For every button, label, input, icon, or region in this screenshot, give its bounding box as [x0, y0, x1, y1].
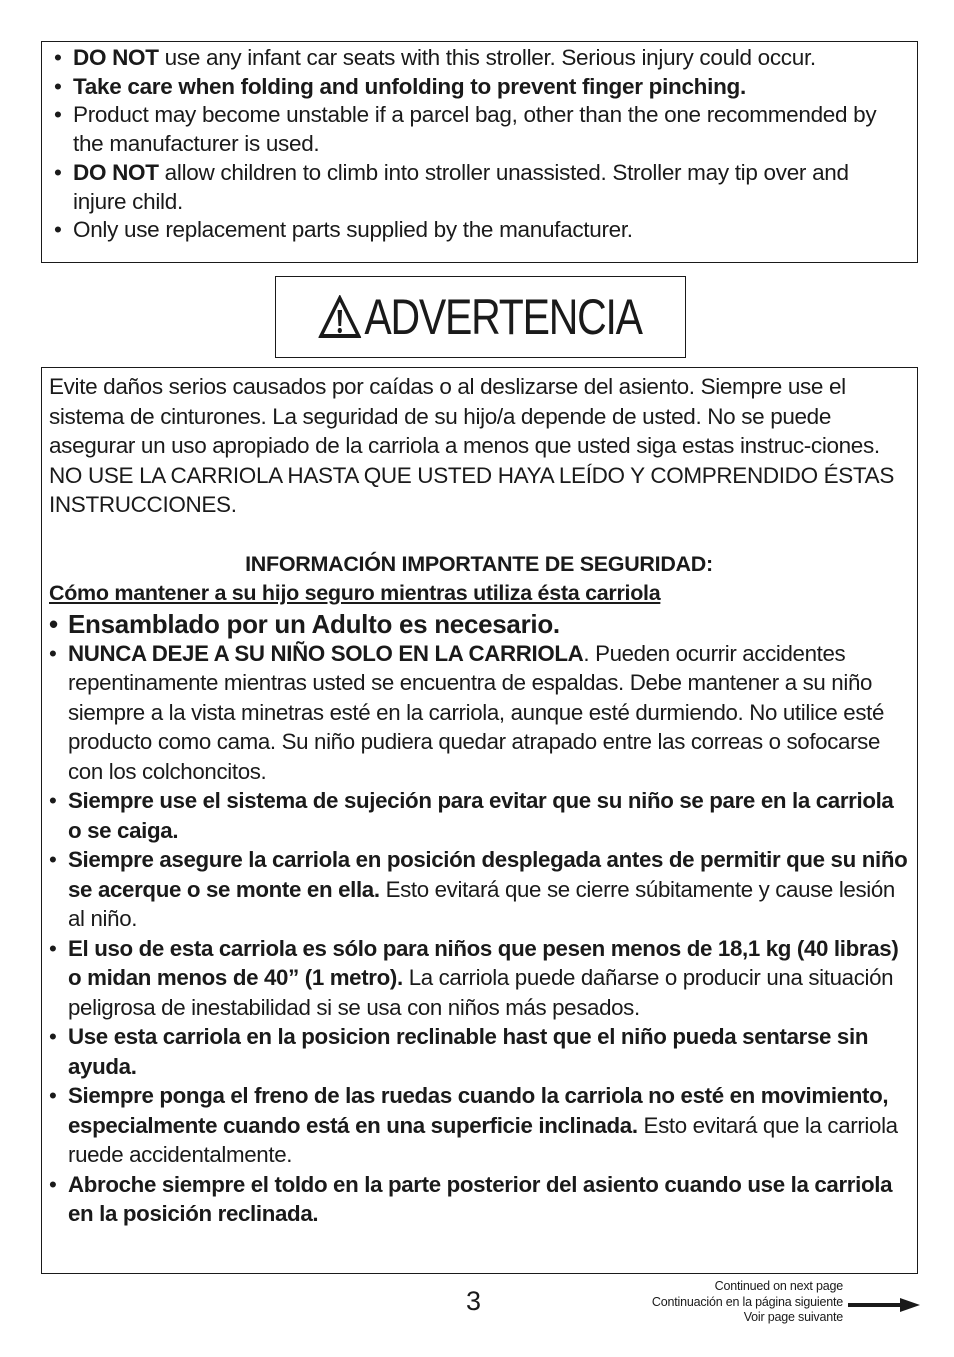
warning-item: • DO NOT use any infant car seats with this stroller. Serious injury could occur.: [54, 44, 907, 73]
warning-item: • Product may become unstable if a parcel bag, other than the one recommended by the manufacturer is used.: [54, 101, 907, 158]
page-number: 3: [466, 1286, 482, 1316]
safety-item: • Siempre asegure la carriola en posición desplegada antes de permitir que su niño se acerque o se monte en ella. Esto evitará que se cierre súbitamente y cause lesión al niño.: [49, 845, 909, 934]
info-subtitle: Cómo mantener a su hijo seguro mientras utiliza ésta carriola: [49, 581, 661, 605]
english-warnings-box: [41, 41, 918, 263]
continued-french: Voir page suivante: [743, 1310, 843, 1324]
safety-item: • Ensamblado por un Adulto es necesario.: [49, 609, 909, 639]
intro-paragraph: Evite daños serios causados por caídas o al deslizarse del asiento. Siempre use el sistema de cinturones. La seguridad de su hijo/a depende de usted. No se puede asegurar un uso apropiado de la carriola a menos que usted siga estas instruc-ciones. NO USE LA CARRIOLA HASTA QUE USTED HAYA LEÍDO Y COMPRENDIDO ÉSTAS INSTRUCCIONES.: [49, 374, 894, 517]
info-title: INFORMACIÓN IMPORTANTE DE SEGURIDAD:: [245, 551, 713, 576]
advertencia-heading-box: [275, 276, 686, 358]
safety-item: • Siempre ponga el freno de las ruedas cuando la carriola no esté en movimiento, especialmente cuando está en una superficie inclinada. Esto evitará que la carriola ruede accidentalmente.: [49, 1081, 909, 1170]
warning-triangle-icon: [319, 295, 362, 339]
warning-item: • Take care when folding and unfolding to prevent finger pinching.: [54, 73, 907, 102]
continued-english: Continued on next page: [714, 1279, 843, 1293]
heading-title: ADVERTENCIA: [364, 289, 643, 345]
spanish-warnings-box: [41, 367, 918, 1274]
safety-item: • Siempre use el sistema de sujeción para evitar que su niño se pare en la carriola o se caiga.: [49, 786, 909, 845]
safety-item: • El uso de esta carriola es sólo para niños que pesen menos de 18,1 kg (40 libras) o midan menos de 40” (1 metro). La carriola puede dañarse o producir una situación peligrosa de inestabilidad si se usa con niños más pesados.: [49, 934, 909, 1023]
safety-item: • NUNCA DEJE A SU NIÑO SOLO EN LA CARRIOLA. Pueden ocurrir accidentes repentinamente mientras usted se encuentra de espaldas. Debe mantener a su niño siempre a la vista minetras esté en la carriola, aunque esté durmiendo. No utilice esté producto como cama. Su niño pudiera quedar atrapado entre las correas o sofocarse con los colchoncitos.: [49, 639, 909, 787]
continued-spanish: Continuación en la página siguiente: [651, 1294, 843, 1309]
right-arrow-icon: [848, 1298, 920, 1312]
warning-item: • Only use replacement parts supplied by the manufacturer.: [54, 216, 907, 245]
safety-list: [49, 609, 909, 1229]
warning-item: • DO NOT allow children to climb into stroller unassisted. Stroller may tip over and injure child.: [54, 159, 907, 216]
safety-item: • Abroche siempre el toldo en la parte posterior del asiento cuando use la carriola en la posición reclinada.: [49, 1170, 909, 1229]
continued-note: [652, 1279, 843, 1326]
safety-item: • Use esta carriola en la posicion reclinable hast que el niño pueda sentarse sin ayuda.: [49, 1022, 909, 1081]
